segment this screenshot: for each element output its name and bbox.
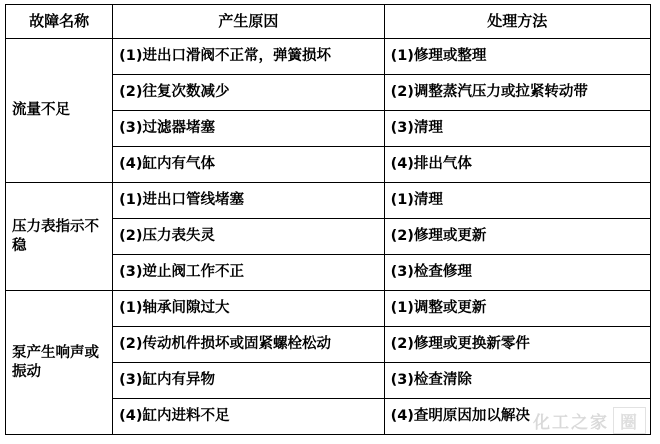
table-row [6,39,651,75]
table-row [6,291,651,327]
fix-cell: (1)清理 [384,183,650,219]
cause-cell: (1)进出口管线堵塞 [113,183,384,219]
table-header-row [6,5,651,39]
fix-cell: (1)调整或更新 [384,291,650,327]
fault-name-cell: 流量不足 [6,39,113,183]
cause-cell: (1)进出口滑阀不正常，弹簧损坏 [113,39,384,75]
fix-cell: (3)检查清除 [384,363,650,399]
cause-cell: (2)往复次数减少 [113,75,384,111]
watermark-text: 化工之家 [533,413,609,433]
cause-cell: (4)缸内有气体 [113,147,384,183]
cause-cell: (2)传动机件损坏或固紧螺栓松动 [113,327,384,363]
fix-cell: (3)检查修理 [384,255,650,291]
fix-cell: (1)修理或整理 [384,39,650,75]
fault-name-cell: 压力表指示不稳 [6,183,113,291]
fix-cell: (4)排出气体 [384,147,650,183]
cause-cell: (4)缸内进料不足 [113,399,384,435]
table-body [6,39,651,435]
table-row [6,183,651,219]
cause-cell: (3)过滤器堵塞 [113,111,384,147]
fix-cell: (4)查明原因加以解决 [384,399,650,435]
watermark-box: 圈 [613,407,646,434]
column-header-fix: 处理方法 [384,5,650,39]
table-header [6,5,651,39]
fix-cell: (2)调整蒸汽压力或拉紧转动带 [384,75,650,111]
fix-cell: (2)修理或更新 [384,219,650,255]
cause-cell: (1)轴承间隙过大 [113,291,384,327]
column-header-cause: 产生原因 [113,5,384,39]
cause-cell: (3)逆止阀工作不正 [113,255,384,291]
cause-cell: (2)压力表失灵 [113,219,384,255]
fault-troubleshooting-table [5,4,651,435]
column-header-fault: 故障名称 [6,5,113,39]
cause-cell: (3)缸内有异物 [113,363,384,399]
fix-cell: (2)修理或更换新零件 [384,327,650,363]
fix-cell: (3)清理 [384,111,650,147]
fault-name-cell: 泵产生响声或振动 [6,291,113,435]
